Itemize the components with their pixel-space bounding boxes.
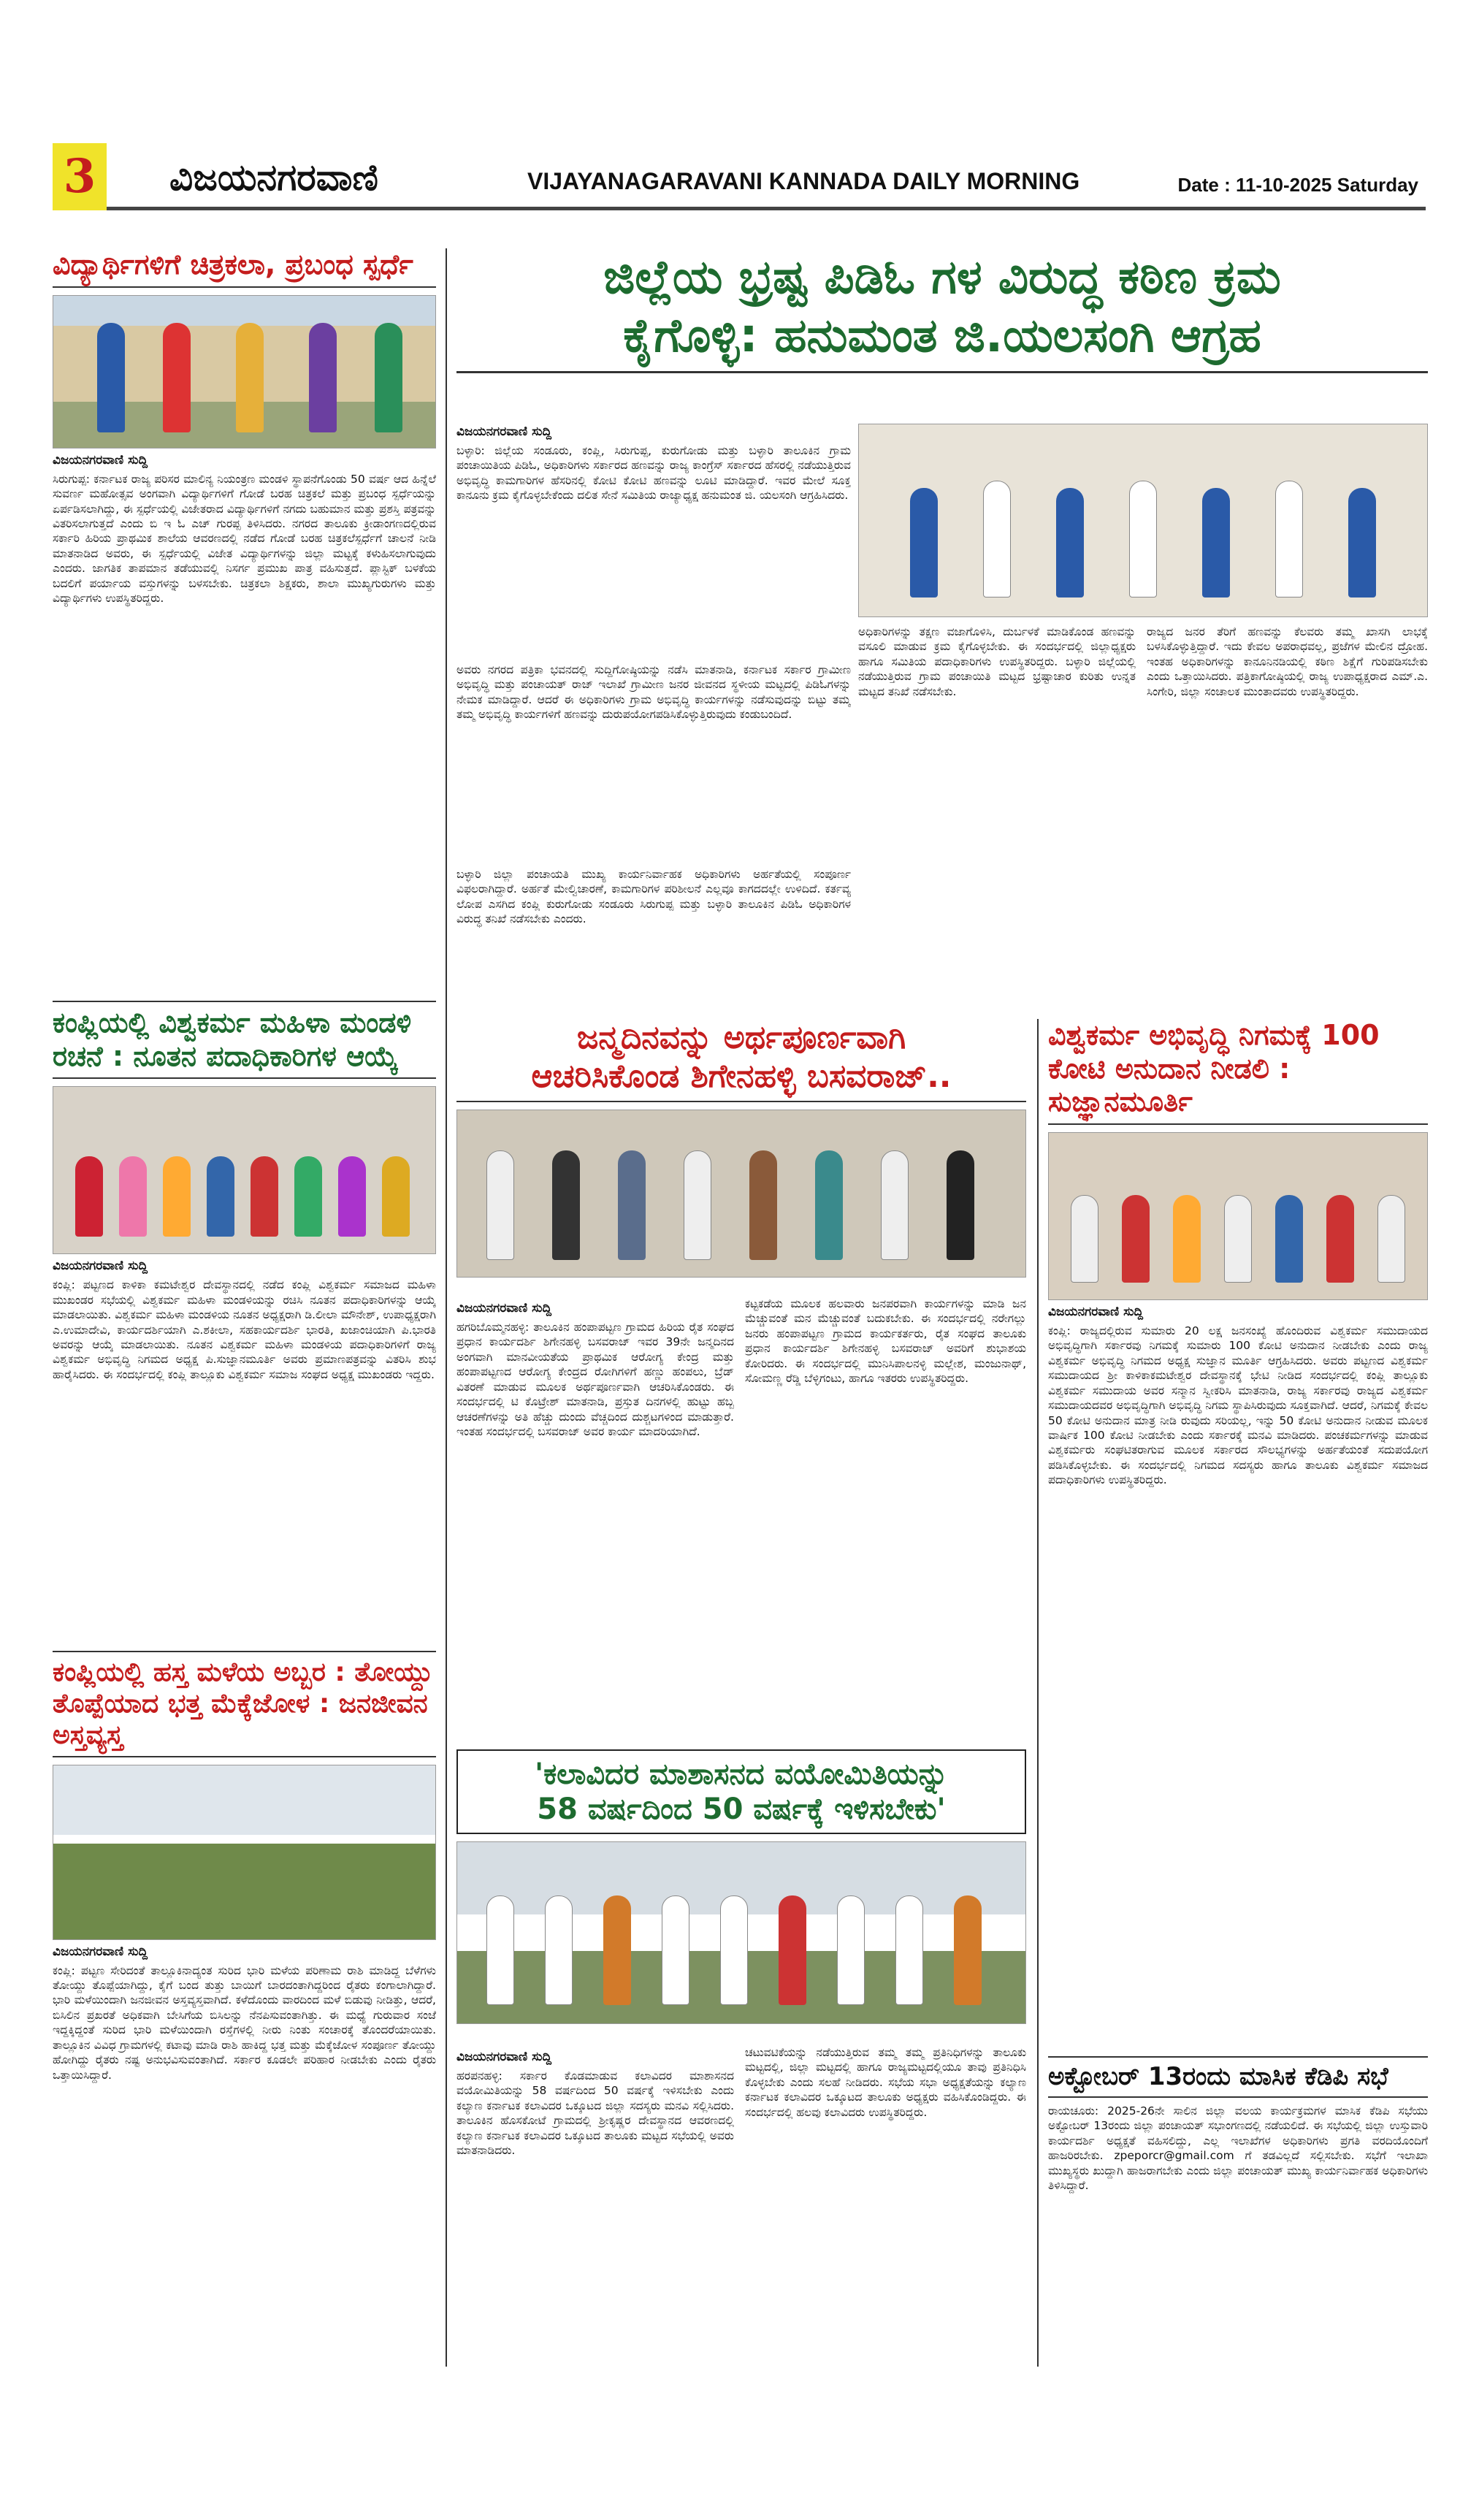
lead-headline-line2: ಕೈಗೊಳ್ಳಿ: ಹನುಮಂತ ಜಿ.ಯಲಸಂಗಿ ಆಗ್ರಹ (456, 307, 1428, 373)
masthead (53, 143, 1426, 210)
article-body: ಅವರು ನಗರದ ಪತ್ರಿಕಾ ಭವನದಲ್ಲಿ ಸುದ್ದಿಗೋಷ್ಠಿಯನ್ನು ನಡೆಸಿ ಮಾತನಾಡಿ, ಕರ್ನಾಟಕ ಸರ್ಕಾರ ಗ್ರಾಮೀಣ ಅಭಿವೃದ್ಧಿ ಮತ್ತು ಪಂಚಾಯತ್ ರಾಜ್ ಇಲಾಖೆ ಗ್ರಾಮೀಣ ಜನರ ಜೀವನದ ಸ್ಥಳೀಯ ಮಟ್ಟದಲ್ಲಿ ಪಿಡಿಓಗಳನ್ನು ನೇಮಕ ಮಾಡಿದ್ದಾರೆ. ಆದರೆ ಈ ಅಧಿಕಾರಿಗಳು ಗ್ರಾಮ ಅಭಿವೃದ್ಧಿ ಕಾರ್ಯಗಳನ್ನು ನಡೆಸುವುದನ್ನು ಬಿಟ್ಟು ತಮ್ಮ ತಮ್ಮ ಅಭಿವೃದ್ಧಿ ಕಾರ್ಯಗಳಿಗೆ ಹಣವನ್ನು ದುರುಪಯೋಗಪಡಿಸಿಕೊಳ್ಳುತ್ತಿರುವುದು ಕಂಡುಬಂದಿದೆ. (456, 663, 851, 722)
byline: ವಿಜಯನಗರವಾಣಿ ಸುದ್ದಿ (1048, 1304, 1144, 1319)
article-body: ರಾಯಚೂರು: 2025-26ನೇ ಸಾಲಿನ ಜಿಲ್ಲಾ ವಲಯ ಕಾರ್ಯಕ್ರಮಗಳ ಮಾಸಿಕ ಕೆಡಿಪಿ ಸಭೆಯು ಅಕ್ಟೋಬರ್ 13ರಂದು ಜಿಲ್ಲಾ ಪಂಚಾಯತ್ ಸಭಾಂಗಣದಲ್ಲಿ ನಡೆಯಲಿದೆ. ಈ ಸಭೆಯಲ್ಲಿ ಜಿಲ್ಲಾ ಉಸ್ತುವಾರಿ ಕಾರ್ಯದರ್ಶಿ ಅಧ್ಯಕ್ಷತೆ ವಹಿಸಲಿದ್ದು, ಎಲ್ಲ ಇಲಾಖೆಗಳ ಅಧಿಕಾರಿಗಳು ಪ್ರಗತಿ ವರದಿಯೊಂದಿಗೆ ಹಾಜರಿರಬೇಕು. zpeporcr@gmail.com ಗೆ ತಡವಿಲ್ಲದೆ ಸಲ್ಲಿಸಬೇಕು. ಸಭೆಗೆ ಇಲಾಖಾ ಮುಖ್ಯಸ್ಥರು ಖುದ್ದಾಗಿ ಹಾಜರಾಗಬೇಕು ಎಂದು ಜಿಲ್ಲಾ ಪಂಚಾಯತ್ ಮುಖ್ಯ ಕಾರ್ಯನಿರ್ವಾಹಕ ಅಧಿಕಾರಿಗಳು ತಿಳಿಸಿದ್ದಾರೆ. (1048, 2104, 1428, 2193)
issue-date: Date : 11-10-2025 Saturday (1177, 174, 1418, 196)
article-left-3 (53, 1651, 436, 2372)
article-body: ಸಿರುಗುಪ್ಪ: ಕರ್ನಾಟಕ ರಾಜ್ಯ ಪರಿಸರ ಮಾಲಿನ್ಯ ನಿಯಂತ್ರಣ ಮಂಡಳಿ ಸ್ಥಾಪನೆಗೊಂಡು 50 ವರ್ಷ ಆದ ಹಿನ್ನೆಲೆ ಸುವರ್ಣ ಮಹೋತ್ಸವ ಅಂಗವಾಗಿ ವಿದ್ಯಾರ್ಥಿಗಳಿಗೆ ಗೋಡೆ ಬರಹ ಚಿತ್ರಕಲೆ ಮತ್ತು ಪ್ರಬಂಧ ಸ್ಪರ್ಧೆಯನ್ನು ಏರ್ಪಡಿಸಲಾಗಿದ್ದು, ಈ ಸ್ಪರ್ಧೆಯಲ್ಲಿ ವಿಜೇತರಾದ ವಿದ್ಯಾರ್ಥಿಗಳಿಗೆ ನಗದು ಬಹುಮಾನ ಮತ್ತು ಪ್ರಶಸ್ತಿ ಪತ್ರವನ್ನು ವಿತರಿಸಲಾಗುತ್ತದೆ ಎಂದು ಬಿ ಇ ಓ ಎಚ್ ಗುರಪ್ಪ ತಿಳಿಸಿದರು. ನಗರದ ತಾಲೂಕು ಕ್ರೀಡಾಂಗಣದಲ್ಲಿರುವ ಸರ್ಕಾರಿ ಹಿರಿಯ ಪ್ರಾಥಮಿಕ ಶಾಲೆಯ ಆವರಣದಲ್ಲಿ ನಡೆದ ಗೋಡೆ ಬರಹ ಚಿತ್ರಕಲೆಸ್ಪರ್ಧೆಗೆ ಚಾಲನೆ ನೀಡಿ ಮಾತನಾಡಿದ ಅವರು, ಈ ಸ್ಪರ್ಧೆಯಲ್ಲಿ ವಿಜೇತ ವಿದ್ಯಾರ್ಥಿಗಳನ್ನು ಜಿಲ್ಲಾ ಮಟ್ಟಕ್ಕೆ ಕಳುಹಿಸಲಾಗುವುದು ಎಂದರು. ಜಾಗತಿಕ ತಾಪಮಾನ ತಡೆಯುವಲ್ಲಿ ನಿಸರ್ಗ ಪ್ರಮುಖ ಪಾತ್ರ ವಹಿಸುತ್ತದೆ. ಪ್ಲಾಸ್ಟಿಕ್ ಬಳಕೆಯ ಬದಲಿಗೆ ಪರ್ಯಾಯ ವಸ್ತುಗಳನ್ನು ಬಳಸಬೇಕು. ಚಿತ್ರಕಲಾ ಶಿಕ್ಷಕರು, ಶಾಲಾ ಮುಖ್ಯಗುರುಗಳು ಮತ್ತು ವಿದ್ಯಾರ್ಥಿಗಳು ಉಪಸ್ಥಿತರಿದ್ದರು. (53, 472, 436, 606)
article-body: ಚಟುವಟಿಕೆಯನ್ನು ನಡೆಯುತ್ತಿರುವ ತಮ್ಮ ತಮ್ಮ ಪ್ರತಿನಿಧಿಗಳನ್ನು ತಾಲೂಕು ಮಟ್ಟದಲ್ಲಿ, ಜಿಲ್ಲಾ ಮಟ್ಟದಲ್ಲಿ ಹಾಗೂ ರಾಜ್ಯಮಟ್ಟದಲ್ಲಿಯೂ ತಾವು ಪ್ರತಿನಿಧಿಸಿ ಕೊಳ್ಳಬೇಕು ಎಂದು ಸಲಹೆ ನೀಡಿದರು. ಸಭೆಯ ಸಭಾ ಅಧ್ಯಕ್ಷತೆಯನ್ನು ಕಲ್ಯಾಣ ಕರ್ನಾಟಕ ಕಲಾವಿದರ ಒಕ್ಕೂಟದ ತಾಲೂಕು ಅಧ್ಯಕ್ಷರು ವಹಿಸಿಕೊಂಡಿದ್ದರು. ಈ ಸಂದರ್ಭದಲ್ಲಿ ಹಲವು ಕಲಾವಿದರು ಉಪಸ್ಥಿತರಿದ್ದರು. (745, 2046, 1026, 2119)
headline-line2: 58 ವರ್ಷದಿಂದ 50 ವರ್ಷಕ್ಕೆ ಇಳಿಸಬೇಕು' (537, 1792, 946, 1826)
paper-title-kannada: ವಿಜಯನಗರವಾಣಿ (169, 156, 378, 199)
headline-line1: ಜನ್ಮದಿನವನ್ನು ಅರ್ಥಪೂರ್ಣವಾಗಿ (576, 1019, 906, 1056)
article-body: ಕಂಪ್ಲಿ: ರಾಜ್ಯದಲ್ಲಿರುವ ಸುಮಾರು 20 ಲಕ್ಷ ಜನಸಂಖ್ಯೆ ಹೊಂದಿರುವ ವಿಶ್ವಕರ್ಮ ಸಮುದಾಯದ ಅಭಿವೃದ್ಧಿಗಾಗಿ ಸರ್ಕಾರವು ನಿಗಮಕ್ಕೆ ಸುಮಾರು 100 ಕೋಟಿ ಅನುದಾನ ನೀಡಬೇಕು ಎಂದು ರಾಜ್ಯ ವಿಶ್ವಕರ್ಮ ಅಭಿವೃದ್ಧಿ ನಿಗಮದ ಅಧ್ಯಕ್ಷ ಸುಜ್ಞಾನ ಮೂರ್ತಿ ಆಗ್ರಹಿಸಿದರು. ಅವರು ಪಟ್ಟಣದ ವಿಶ್ವಕರ್ಮ ಸಮುದಾಯದ ಶ್ರೀ ಕಾಳಿಕಾಕಮಟೇಶ್ವರ ದೇವಸ್ಥಾನಕ್ಕೆ ಭೇಟಿ ನೀಡಿದ ಸಂದರ್ಭದಲ್ಲಿ ಕಂಪ್ಲಿ ತಾಲ್ಲೂಕು ವಿಶ್ವಕರ್ಮ ಸಮುದಾಯ ಅವರ ಸನ್ಮಾನ ಸ್ವೀಕರಿಸಿ ಮಾತನಾಡಿ, ರಾಜ್ಯ ಸರ್ಕಾರವು ರಾಜ್ಯದ ವಿಶ್ವಕರ್ಮ ಸಮುದಾಯದವರ ಅಭಿವೃದ್ಧಿಗಾಗಿ ಅಭಿವೃದ್ಧಿ ನಿಗಮ ಸ್ಥಾಪಿಸಿರುವುದು ಸೂಕ್ತವಾಗಿದೆ. ಆದರೆ, ನಿಗಮಕ್ಕೆ ಕೇವಲ 50 ಕೋಟಿ ಅನುದಾನ ಮಾತ್ರ ನೀಡಿ ರುವುದು ಸರಿಯಲ್ಲ, ಇನ್ನು 50 ಕೋಟಿ ಅನುದಾನ ನೀಡುವ ಮೂಲಕ ವಾರ್ಷಿಕ 100 ಕೋಟಿ ನೀಡಬೇಕು ಎಂದು ಸರ್ಕಾರಕ್ಕೆ ಮನವಿ ಮಾಡಿದರು. ಪಂಚಕರ್ಮಗಳನ್ನು ಮಾಡುವ ವಿಶ್ವಕರ್ಮರು ಸಂಘಟಿತರಾಗುವ ಮೂಲಕ ಸರ್ಕಾರದ ಸೌಲಭ್ಯಗಳನ್ನು ಅರ್ಹತೆಯಂತೆ ಸದುಪಯೋಗ ಪಡಿಸಿಕೊಳ್ಳಬೇಕು. ಈ ಸಂದರ್ಭದಲ್ಲಿ ನಿಗಮದ ಸದಸ್ಯರು ಹಾಗೂ ತಾಲೂಕು ವಿಶ್ವಕರ್ಮ ಸಮಾಜದ ಪದಾಧಿಕಾರಿಗಳು ಉಪಸ್ಥಿತರಿದ್ದರು. (1048, 1324, 1428, 1487)
article-body: ರಾಜ್ಯದ ಜನರ ತೆರಿಗೆ ಹಣವನ್ನು ಕೆಲವರು ತಮ್ಮ ಖಾಸಗಿ ಲಾಭಕ್ಕೆ ಬಳಸಿಕೊಳ್ಳುತ್ತಿದ್ದಾರೆ. ಇದು ಕೇವಲ ಅಪರಾಧವಲ್ಲ, ಪ್ರಜೆಗಳ ಮೇಲಿನ ದ್ರೋಹ. ಇಂತಹ ಅಧಿಕಾರಿಗಳನ್ನು ಕಾನೂನಿನಡಿಯಲ್ಲಿ ಕಠಿಣ ಶಿಕ್ಷೆಗೆ ಗುರಿಪಡಿಸಬೇಕು ಎಂದು ಒತ್ತಾಯಿಸಿದರು. ಪತ್ರಿಕಾಗೋಷ್ಠಿಯಲ್ಲಿ ರಾಜ್ಯ ಉಪಾಧ್ಯಕ್ಷರಾದ ಎಮ್.ಎ. ಸಿಂಗೇರಿ, ಜಿಲ್ಲಾ ಸಂಚಾಲಕ ಮುಂತಾದವರು ಉಪಸ್ಥಿತರಿದ್ದರು. (1147, 625, 1428, 698)
byline: ವಿಜಯನಗರವಾಣಿ ಸುದ್ದಿ (456, 424, 552, 439)
photo (53, 295, 436, 448)
paper-title-english: VIJAYANAGARAVANI KANNADA DAILY MORNING (527, 168, 1080, 194)
article-left-1 (53, 248, 436, 983)
column-rule (446, 248, 447, 2367)
article-body: ಅಧಿಕಾರಿಗಳನ್ನು ತಕ್ಷಣ ವಜಾಗೊಳಿಸಿ, ದುರ್ಬಳಕೆ ಮಾಡಿಕೊಂಡ ಹಣವನ್ನು ವಸೂಲಿ ಮಾಡುವ ಕ್ರಮ ಕೈಗೊಳ್ಳಬೇಕು. ಈ ಸಂದರ್ಭದಲ್ಲಿ ಜಿಲ್ಲಾಧ್ಯಕ್ಷರು ಹಾಗೂ ಸಮಿತಿಯ ಪದಾಧಿಕಾರಿಗಳು ಉಪಸ್ಥಿತರಿದ್ದರು. ಬಳ್ಳಾರಿ ಜಿಲ್ಲೆಯಲ್ಲಿ ನಡೆಯುತ್ತಿರುವ ಗ್ರಾಮ ಪಂಚಾಯಿತಿ ಮಟ್ಟದ ಭ್ರಷ್ಟಾಚಾರ ಕುರಿತು ಉನ್ನತ ಮಟ್ಟದ ತನಿಖೆ ನಡೆಸಬೇಕು. (858, 625, 1136, 698)
article-left-2 (53, 1001, 436, 1657)
photo (53, 1765, 436, 1940)
headline-box (456, 1749, 1026, 1834)
byline: ವಿಜಯನಗರವಾಣಿ ಸುದ್ದಿ (53, 1259, 148, 1274)
article-right-2 (1048, 2056, 1428, 2374)
headline: ಕಂಪ್ಲಿಯಲ್ಲಿ ವಿಶ್ವಕರ್ಮ ಮಹಿಳಾ ಮಂಡಳಿ ರಚನೆ : ನೂತನ ಪದಾಧಿಕಾರಿಗಳ ಆಯ್ಕೆ (53, 1001, 436, 1079)
article-body: ಬಳ್ಳಾರಿ: ಜಿಲ್ಲೆಯ ಸಂಡೂರು, ಕಂಪ್ಲಿ, ಸಿರುಗುಪ್ಪ, ಕುರುಗೋಡು ಮತ್ತು ಬಳ್ಳಾರಿ ತಾಲೂಕಿನ ಗ್ರಾಮ ಪಂಚಾಯಿತಿಯ ಪಿಡಿಓ, ಅಧಿಕಾರಿಗಳು ಸರ್ಕಾರದ ಹಣವನ್ನು ರಾಜ್ಯ ಕಾಂಗ್ರೆಸ್ ಸರ್ಕಾರದ ಹೆಸರಲ್ಲಿ ನಡೆಯುತ್ತಿರುವ ಅಭಿವೃದ್ಧಿ ಕಾಮಗಾರಿಗಳ ಹೆಸರಿನಲ್ಲಿ ಕೋಟಿ ಕೋಟಿ ಹಣವನ್ನು ಲೂಟಿ ಮಾಡಿದ್ದಾರೆ. ಇವರ ಮೇಲೆ ಸೂಕ್ತ ಕಾನೂನು ಕ್ರಮ ಕೈಗೊಳ್ಳಬೇಕೆಂದು ದಲಿತ ಸೇನೆ ಸಮಿತಿಯ ರಾಜ್ಯಾಧ್ಯಕ್ಷ ಹನುಮಂತ ಜಿ. ಯಲಸಂಗಿ ಆಗ್ರಹಿಸಿದರು. (456, 444, 851, 503)
photo (456, 1110, 1026, 1278)
page-number: 3 (53, 143, 107, 210)
lead-article (456, 248, 1428, 373)
lead-photo (858, 424, 1428, 617)
photo (53, 1086, 436, 1254)
headline-line2: ಆಚರಿಸಿಕೊಂಡ ಶಿಗೇನಹಳ್ಳಿ ಬಸವರಾಜ್.. (456, 1058, 1026, 1102)
article-body: ಕಟ್ಟಕಡೆಯ ಮೂಲಕ ಹಲವಾರು ಜನಪರವಾಗಿ ಕಾರ್ಯಗಳನ್ನು ಮಾಡಿ ಜನ ಮೆಚ್ಚುವಂತೆ ಮನ ಮೆಚ್ಚುವಂತೆ ಬದುಕಬೇಕು. ಈ ಸಂದರ್ಭದಲ್ಲಿ ನರೇಗಲ್ಲು ಜನರು ಹಂಪಾಪಟ್ಟಣ ಗ್ರಾಮದ ಕಾರ್ಯಕರ್ತರು, ರೈತ ಸಂಘದ ತಾಲೂಕು ಪ್ರಧಾನ ಕಾರ್ಯದರ್ಶಿ ಶಿಗೇನಹಳ್ಳಿ ಬಸವರಾಜ್ ಅವರಿಗೆ ಶುಭಾಶಯ ಕೋರಿದರು. ಈ ಸಂದರ್ಭದಲ್ಲಿ ಮುನಿಸಿಪಾಲನಳ್ಳಿ ಮಲ್ಲೇಶ, ಮಂಜುನಾಥ್, ಸೋಮಣ್ಣ ರೆಡ್ಡಿ ಬೆಳ್ಳಿಗಂಟು, ಹಾಗೂ ಇತರರು ಉಪಸ್ಥಿತರಿದ್ದರು. (745, 1297, 1026, 1386)
headline: ವಿದ್ಯಾರ್ಥಿಗಳಿಗೆ ಚಿತ್ರಕಲಾ, ಪ್ರಬಂಧ ಸ್ಪರ್ಧೆ (53, 248, 436, 288)
byline: ವಿಜಯನಗರವಾಣಿ ಸುದ್ದಿ (53, 452, 148, 467)
article-mid-2-col-a (456, 2045, 734, 2361)
byline: ವಿಜಯನಗರವಾಣಿ ಸುದ್ದಿ (53, 1944, 148, 1959)
lead-headline-line1: ಜಿಲ್ಲೆಯ ಭ್ರಷ್ಟ ಪಿಡಿಓ ಗಳ ವಿರುದ್ಧ ಕಠಿಣ ಕ್ರಮ (603, 251, 1281, 305)
lead-text-col-3 (1147, 625, 1428, 997)
lead-text-col-2 (858, 625, 1136, 997)
lead-text-col-1 (456, 420, 851, 1020)
photo (1048, 1132, 1428, 1300)
headline: ಕಂಪ್ಲಿಯಲ್ಲಿ ಹಸ್ತ ಮಳೆಯ ಅಬ್ಬರ : ತೋಯ್ದು ತೊಪ್ಪೆಯಾದ ಭತ್ತ ಮೆಕ್ಕೆಜೋಳ : ಜನಜೀವನ ಅಸ್ತವ್ಯಸ್ತ (53, 1651, 436, 1757)
article-body: ಕಂಪ್ಲಿ: ಪಟ್ಟಣದ ಕಾಳಿಕಾ ಕಮಟೇಶ್ವರ ದೇವಸ್ಥಾನದಲ್ಲಿ ನಡೆದ ಕಂಪ್ಲಿ ವಿಶ್ವಕರ್ಮ ಸಮಾಜದ ಮಹಿಳಾ ಮುಖಂಡರ ಸಭೆಯಲ್ಲಿ ವಿಶ್ವಕರ್ಮ ಮಹಿಳಾ ಮಂಡಳಿಯನ್ನು ರಚಿಸಿ ನೂತನ ಪದಾಧಿಕಾರಿಗಳನ್ನು ಆಯ್ಕೆ ಮಾಡಲಾಯಿತು. ವಿಶ್ವಕರ್ಮ ಮಹಿಳಾ ಮಂಡಳಿಯ ನೂತನ ಅಧ್ಯಕ್ಷರಾಗಿ ಡಿ.ಲೀಲಾ ಮೌನೇಶ್, ಉಪಾಧ್ಯಕ್ಷರಾಗಿ ಎ.ಉಮಾದೇವಿ, ಕಾರ್ಯದರ್ಶಿಯಾಗಿ ಎ.ಶಕೀಲಾ, ಸಹಕಾರ್ಯದರ್ಶಿ ಭಾರತಿ, ಖಜಾಂಚಿಯಾಗಿ ಪಿ.ಭಾರತಿ ಅವರನ್ನು ಆಯ್ಕೆ ಮಾಡಲಾಯಿತು. ನೂತನ ವಿಶ್ವಕರ್ಮ ಮಹಿಳಾ ಮಂಡಳಿಯ ಪದಾಧಿಕಾರಿಗಳಿಗೆ ರಾಜ್ಯ ವಿಶ್ವಕರ್ಮ ಅಭಿವೃದ್ಧಿ ನಿಗಮದ ಅಧ್ಯಕ್ಷ ಪಿ.ಸುಜ್ಞಾನಮೂರ್ತಿ ಅವರು ಪ್ರಮಾಣಪತ್ರವನ್ನು ವಿತರಿಸಿ ಶುಭ ಹಾರೈಸಿದರು. ಈ ಸಂದರ್ಭದಲ್ಲಿ ಕಂಪ್ಲಿ ತಾಲ್ಲೂಕು ವಿಶ್ವಕರ್ಮ ಸಮಾಜ ಸಂಘದ ಅಧ್ಯಕ್ಷ ಮುಖಂಡರು ಇದ್ದರು. (53, 1278, 436, 1381)
byline: ವಿಜಯನಗರವಾಣಿ ಸುದ್ದಿ (456, 1301, 552, 1316)
headline: ವಿಶ್ವಕರ್ಮ ಅಭಿವೃದ್ಧಿ ನಿಗಮಕ್ಕೆ 100 ಕೋಟಿ ಅನುದಾನ ನೀಡಲಿ : ಸುಜ್ಞಾನಮೂರ್ತಿ (1048, 1019, 1428, 1125)
headline: ಅಕ್ಟೋಬರ್ 13ರಂದು ಮಾಸಿಕ ಕೆಡಿಪಿ ಸಭೆ (1048, 2056, 1428, 2098)
article-body: ಬಳ್ಳಾರಿ ಜಿಲ್ಲಾ ಪಂಚಾಯತಿ ಮುಖ್ಯ ಕಾರ್ಯನಿರ್ವಾಹಕ ಅಧಿಕಾರಿಗಳು ಅರ್ಹತೆಯಲ್ಲಿ ಸಂಪೂರ್ಣ ವಿಫಲರಾಗಿದ್ದಾರೆ. ಅರ್ಹತೆ ಮೇಲ್ವಿಚಾರಣೆ, ಕಾಮಗಾರಿಗಳ ಪರಿಶೀಲನೆ ಎಲ್ಲವೂ ಕಾಗದದಲ್ಲೇ ಉಳಿದಿದೆ. ಕರ್ತವ್ಯ ಲೋಪ ಎಸಗಿದ ಕಂಪ್ಲಿ ಕುರುಗೋಡು ಸಂಡೂರು ಸಿರುಗುಪ್ಪ ಮತ್ತು ಬಳ್ಳಾರಿ ತಾಲೂಕಿನ ಪಿಡಿಓ ಅಧಿಕಾರಿಗಳ ವಿರುದ್ಧ ತನಿಖೆ ನಡೆಸಬೇಕು ಎಂದರು. (456, 868, 851, 926)
article-body: ಹರಪನಹಳ್ಳಿ: ಸರ್ಕಾರ ಕೊಡಮಾಡುವ ಕಲಾವಿದರ ಮಾಶಾಸನದ ವಯೋಮಿತಿಯನ್ನು 58 ವರ್ಷದಿಂದ 50 ವರ್ಷಕ್ಕೆ ಇಳಿಸಬೇಕು ಎಂದು ಕಲ್ಯಾಣ ಕರ್ನಾಟಕ ಕಲಾವಿದರ ಒಕ್ಕೂಟದ ಜಿಲ್ಲಾ ಸದಸ್ಯರು ಮನವಿ ಸಲ್ಲಿಸಿದರು. ತಾಲೂಕಿನ ಹೊಸಕೋಟೆ ಗ್ರಾಮದಲ್ಲಿ ಶ್ರೀಕೃಷ್ಣರ ದೇವಸ್ಥಾನದ ಆವರಣದಲ್ಲಿ ಕಲ್ಯಾಣ ಕರ್ನಾಟಕ ಕಲಾವಿದರ ಒಕ್ಕೂಟದ ತಾಲೂಕು ಮಟ್ಟದ ಸಭೆಯಲ್ಲಿ ಅವರು ಮಾತನಾಡಿದರು. (456, 2069, 734, 2158)
article-right-1 (1048, 1019, 1428, 2061)
article-mid-1-col-b (745, 1297, 1026, 1727)
headline-line1: 'ಕಲಾವಿದರ ಮಾಶಾಸನದ ವಯೋಮಿತಿಯನ್ನು (535, 1757, 948, 1791)
article-mid-1 (456, 1019, 1026, 1278)
article-body: ಕಂಪ್ಲಿ: ಪಟ್ಟಣ ಸೇರಿದಂತೆ ತಾಲ್ಲೂಕಿನಾದ್ಯಂತ ಸುರಿದ ಭಾರಿ ಮಳೆಯ ಪರಿಣಾಮ ರಾಶಿ ಮಾಡಿದ್ದ ಬೆಳೆಗಳು ತೋಯ್ದು ತೊಪ್ಪೆಯಾಗಿದ್ದು, ಕೈಗೆ ಬಂದ ತುತ್ತು ಬಾಯಿಗೆ ಬಾರದಂತಾಗಿದ್ದರಿಂದ ರೈತರು ಕಂಗಾಲಾಗಿದ್ದಾರೆ. ಭಾರಿ ಮಳೆಯಿಂದಾಗಿ ಜನಜೀವನ ಅಸ್ತವ್ಯಸ್ತವಾಗಿದೆ. ಕಳೆದೊಂದು ವಾರದಿಂದ ಮಳೆ ಬಿಡುವು ನೀಡಿತ್ತು, ಆದರೆ, ಬಿಸಿಲಿನ ಪ್ರಖರತೆ ಅಧಿಕವಾಗಿ ಬೇಸಿಗೆಯ ಬಿಸಿಲನ್ನು ನೆನಪಿಸುವಂತಾಗಿತ್ತು. ಈ ಮಧ್ಯೆ ಗುರುವಾರ ಸಂಜೆ ಇದ್ದಕ್ಕಿದ್ದಂತೆ ಸುರಿದ ಭಾರಿ ಮಳೆಯಿಂದಾಗಿ ರಸ್ತೆಗಳಲ್ಲಿ ನೀರು ನಿಂತು ಸಂಚಾರಕ್ಕೆ ತೊಂದರೆಯಾಯಿತು. ತಾಲ್ಲೂಕಿನ ವಿವಿಧ ಗ್ರಾಮಗಳಲ್ಲಿ ಕಟಾವು ಮಾಡಿ ರಾಶಿ ಹಾಕಿದ್ದ ಭತ್ತ ಮತ್ತು ಮೆಕ್ಕೆಜೋಳ ಸಂಪೂರ್ಣ ತೋಯ್ದು ಹೋಗಿದ್ದು ರೈತರು ನಷ್ಟ ಅನುಭವಿಸುವಂತಾಗಿದೆ. ಸರ್ಕಾರ ಕೂಡಲೇ ಪರಿಹಾರ ನೀಡಬೇಕು ಎಂದು ರೈತರು ಒತ್ತಾಯಿಸಿದ್ದಾರೆ. (53, 1963, 436, 2082)
article-mid-2 (456, 1749, 1026, 2024)
photo (456, 1841, 1026, 2024)
article-mid-1-col-a (456, 1297, 734, 1729)
article-body: ಹಗರಿಬೊಮ್ಮನಹಳ್ಳಿ: ತಾಲೂಕಿನ ಹಂಪಾಪಟ್ಟಣ ಗ್ರಾಮದ ಹಿರಿಯ ರೈತ ಸಂಘದ ಪ್ರಧಾನ ಕಾರ್ಯದರ್ಶಿ ಶಿಗೇನಹಳ್ಳಿ ಬಸವರಾಜ್ ಇವರ 39ನೇ ಜನ್ಮದಿನದ ಅಂಗವಾಗಿ ಮಾನವೀಯತೆಯ ಪ್ರಾಥಮಿಕ ಆರೋಗ್ಯ ಕೇಂದ್ರ ಮತ್ತು ಹಂಪಾಪಟ್ಟಣದ ಆರೋಗ್ಯ ಕೇಂದ್ರದ ರೋಗಿಗಳಿಗೆ ಹಣ್ಣು ಹಂಪಲು, ಬ್ರೆಡ್ ವಿತರಣೆ ಮಾಡುವ ಮೂಲಕ ಅರ್ಥಪೂರ್ಣವಾಗಿ ಆಚರಿಸಿಕೊಂಡರು. ಈ ಸಂದರ್ಭದಲ್ಲಿ ಟಿ ಕೊಟ್ರೇಶ್ ಮಾತನಾಡಿ, ಪ್ರಸ್ತುತ ದಿನಗಳಲ್ಲಿ ಹುಟ್ಟು ಹಬ್ಬ ಆಚರಣೆಗಳನ್ನು ಅತಿ ಹೆಚ್ಚು ದುಂದು ವೆಚ್ಚದಿಂದ ದುಶ್ಚಟಗಳಿಂದ ಮಾಡುತ್ತಾರೆ. ಇಂತಹ ಸಂದರ್ಭದಲ್ಲಿ ಬಸವರಾಜ್ ಅವರ ಕಾರ್ಯ ಮಾದರಿಯಾಗಿದೆ. (456, 1321, 734, 1439)
column-rule (1037, 1019, 1039, 2367)
byline: ವಿಜಯನಗರವಾಣಿ ಸುದ್ದಿ (456, 2050, 552, 2064)
article-mid-2-col-b (745, 2045, 1026, 2359)
